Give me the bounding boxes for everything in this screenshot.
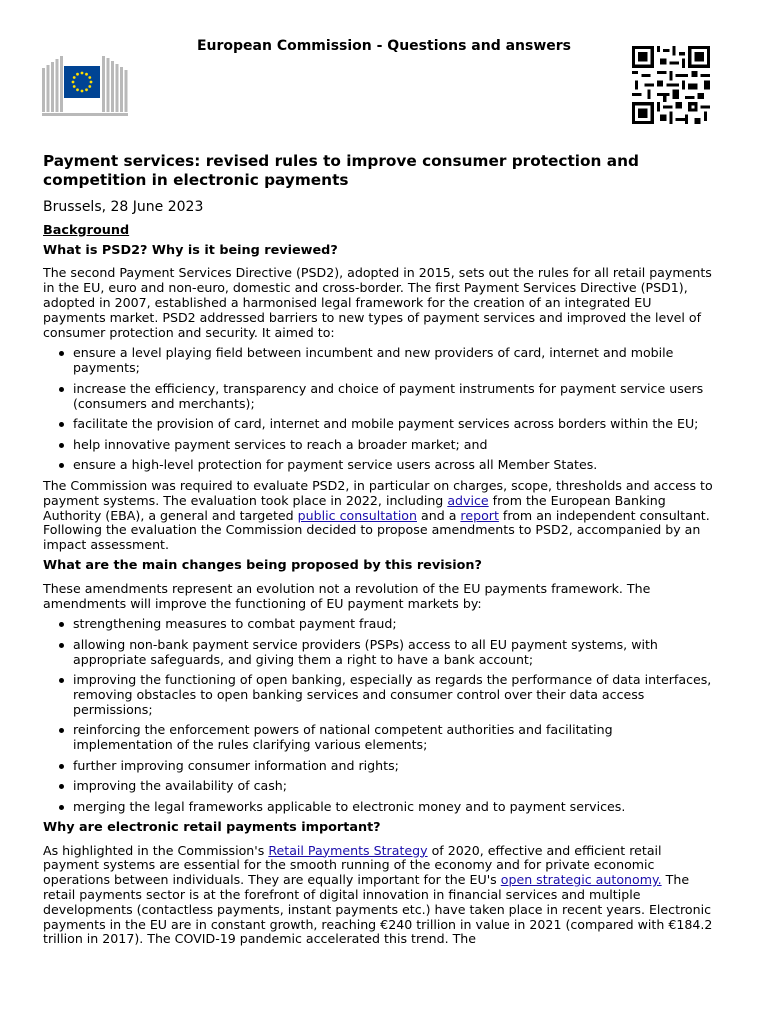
list-item: facilitate the provision of card, internet and mobile payment services across borders within the EU; bbox=[73, 417, 715, 432]
link-open-strategic-autonomy[interactable]: open strategic autonomy. bbox=[500, 872, 662, 888]
list-item: reinforcing the enforcement powers of national competent authorities and facilitating implementation of the rules clarifying various elements; bbox=[73, 723, 715, 753]
question-heading-electronic-payments: Why are electronic retail payments important? bbox=[43, 819, 381, 835]
header-title: European Commission - Questions and answers bbox=[196, 38, 572, 54]
qr-code bbox=[632, 46, 710, 124]
link-public-consultation[interactable]: public consultation bbox=[297, 507, 417, 523]
list-item: strengthening measures to combat payment fraud; bbox=[73, 617, 715, 632]
european-commission-logo bbox=[42, 54, 128, 116]
link-advice[interactable]: advice bbox=[447, 492, 489, 508]
article-title: Payment services: revised rules to improve consumer protection and competition in electronic payments bbox=[43, 152, 639, 189]
text-span: The Commission was required to evaluate PSD2, in particular on charges, scope, thresholds and access to payment systems. The evaluation took place in 2022, including bbox=[43, 477, 713, 508]
question-heading-main-changes: What are the main changes being proposed by this revision? bbox=[43, 557, 482, 573]
text-span: from the European Banking Authority (EBA), a general and targeted bbox=[43, 492, 666, 523]
text-span: and a bbox=[417, 507, 461, 523]
text-span: from an independent consultant. Following the evaluation the Commission decided to propose amendments to PSD2, accompanied by an impact assessment. bbox=[43, 507, 710, 553]
link-report[interactable]: report bbox=[460, 507, 499, 523]
list-item: allowing non-bank payment service providers (PSPs) access to all EU payment systems, with appropriate safeguards, and giving them a right to have a bank account; bbox=[73, 638, 715, 668]
list-item: improving the functioning of open banking, especially as regards the performance of data interfaces, removing obstacles to open banking services and consumer control over their data access permissions; bbox=[73, 673, 715, 717]
paragraph-evaluation bbox=[43, 479, 715, 553]
list-main-changes bbox=[43, 617, 715, 815]
list-item: help innovative payment services to reach a broader market; and bbox=[73, 438, 715, 453]
list-item: ensure a high-level protection for payment service users across all Member States. bbox=[73, 458, 715, 473]
link-retail-payments-strategy[interactable]: Retail Payments Strategy bbox=[268, 842, 428, 858]
list-item: merging the legal frameworks applicable to electronic money and to payment services. bbox=[73, 800, 715, 815]
list-item: ensure a level playing field between incumbent and new providers of card, internet and mobile payments; bbox=[73, 346, 715, 376]
text-span: As highlighted in the Commission's bbox=[43, 842, 269, 858]
article-date: Brussels, 28 June 2023 bbox=[43, 199, 204, 215]
text-span: The retail payments sector is at the forefront of digital innovation in financial services and multiple developments (contactless payments, instant payments etc.) have taken place in recent years. Electronic payments in the EU are in constant growth, reaching €240 trillion in value in 2021 (compared with €184.2 trillion in 2017). The COVID-19 pandemic accelerated this trend. The bbox=[43, 872, 713, 947]
paragraph-amendments: These amendments represent an evolution not a revolution of the EU payments framework. The amendments will improve the functioning of EU payment markets by: bbox=[43, 580, 651, 611]
text-span: of 2020, effective and efficient retail payment systems are essential for the smooth running of the economy and for private economic operations between individuals. They are equally important for the EU's bbox=[43, 842, 662, 888]
section-heading-background: Background bbox=[43, 222, 130, 238]
paragraph-retail-payments bbox=[43, 844, 715, 948]
paragraph-psd2-intro: The second Payment Services Directive (PSD2), adopted in 2015, sets out the rules for all retail payments in the EU, euro and non-euro, domestic and cross-border. The first Payment Services Directive (PSD1), adopted in 2007, established a harmonised legal framework for the creation of an integrated EU payments market. PSD2 addressed barriers to new types of payment services and improved the level of consumer protection and security. It aimed to: bbox=[43, 265, 712, 340]
list-psd2-aims bbox=[43, 346, 715, 473]
list-item: further improving consumer information and rights; bbox=[73, 759, 715, 774]
article-body bbox=[43, 152, 715, 947]
question-heading-psd2: What is PSD2? Why is it being reviewed? bbox=[43, 242, 338, 258]
list-item: increase the efficiency, transparency and choice of payment instruments for payment service users (consumers and merchants); bbox=[73, 382, 715, 412]
list-item: improving the availability of cash; bbox=[73, 779, 715, 794]
